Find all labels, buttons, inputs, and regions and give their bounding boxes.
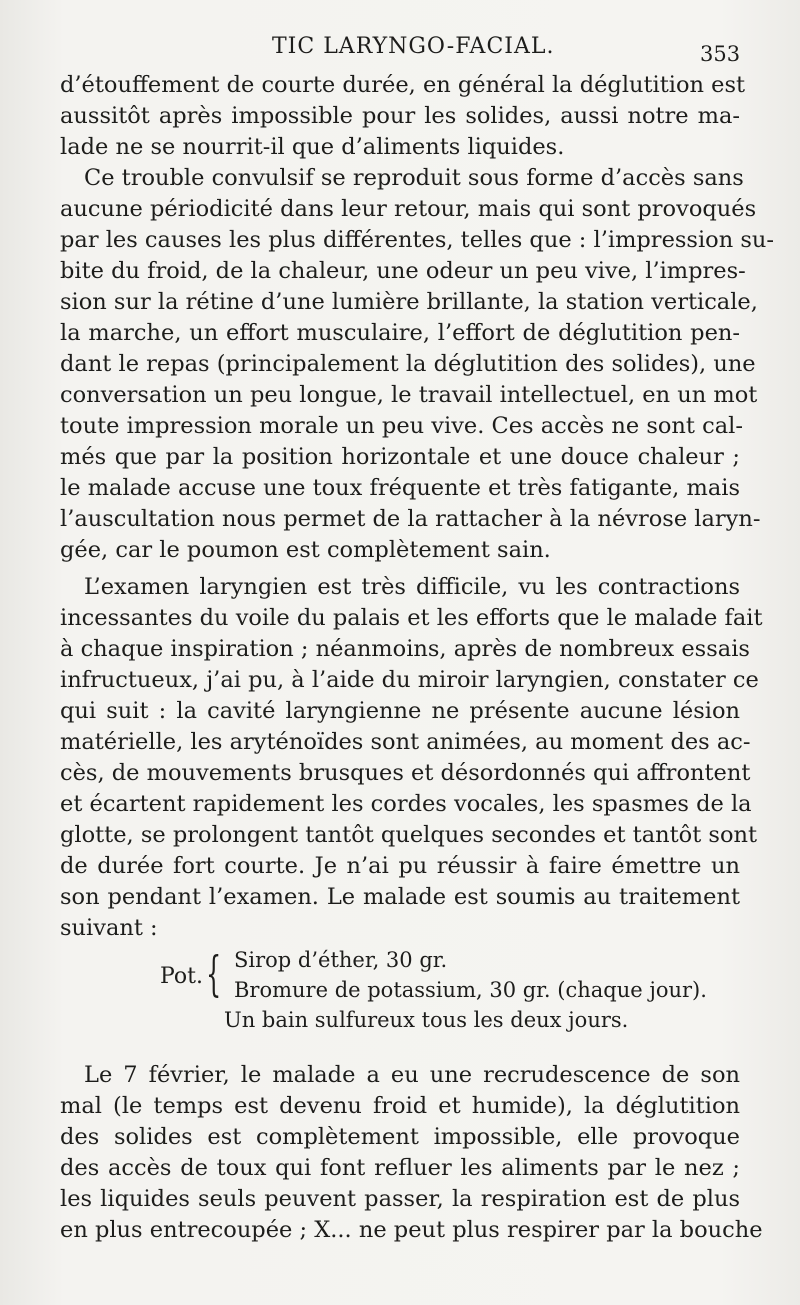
prescription-extra: Un bain sulfureux tous les deux jours. [224, 1008, 629, 1032]
text-line: la marche, un effort musculaire, l’effort de déglutition pen- [60, 320, 740, 346]
text-line: incessantes du voile du palais et les efforts que le malade fait [60, 605, 763, 631]
prescription-block [60, 946, 740, 1060]
text-line: gée, car le poumon est complètement sain. [60, 537, 551, 563]
text-line: aussitôt après impossible pour les solides, aussi notre ma- [60, 103, 740, 129]
brace-symbol: { [206, 946, 222, 1002]
text-line: des solides est complètement impossible, elle provoque [60, 1124, 740, 1150]
prescription-item [208, 978, 707, 1002]
text-line: à chaque inspiration ; néanmoins, après de nombreux essais [60, 636, 750, 662]
text-line: les liquides seuls peuvent passer, la respiration est de plus [60, 1186, 740, 1212]
text-line: matérielle, les aryténoïdes sont animées, au moment des ac- [60, 729, 751, 755]
text-line: conversation un peu longue, le travail intellectuel, en un mot [60, 382, 758, 408]
paragraph-symptoms [60, 163, 775, 566]
text-line: en plus entrecoupée ; X... ne peut plus respirer par la bouche [60, 1217, 763, 1243]
text-line: glotte, se prolongent tantôt quelques secondes et tantôt sont [60, 822, 758, 848]
text-line: son pendant l’examen. Le malade est soumis au traitement [60, 884, 740, 910]
text-line: bite du froid, de la chaleur, une odeur un peu vive, l’impres- [60, 258, 746, 284]
text-line: toute impression morale un peu vive. Ces accès ne sont cal- [60, 413, 743, 439]
text-line: aucune périodicité dans leur retour, mais qui sont provoqués [60, 196, 757, 222]
page-number: 353 [700, 42, 741, 66]
text-line: L’examen laryngien est très difficile, vu les contractions [84, 574, 740, 600]
body-text [60, 70, 775, 1246]
text-line: dant le repas (principalement la déglutition des solides), une [60, 351, 756, 377]
text-line: cès, de mouvements brusques et désordonnés qui affrontent [60, 760, 751, 786]
paragraph-february [60, 1060, 763, 1246]
text-line: lade ne se nourrit-il que d’aliments liquides. [60, 134, 565, 160]
text-line: sion sur la rétine d’une lumière brillante, la station verticale, [60, 289, 758, 315]
running-head: TIC LARYNGO-FACIAL. [272, 34, 555, 59]
paragraph-examination [60, 572, 763, 944]
prescription-item-text: Sirop d’éther, 30 gr. [234, 948, 448, 972]
text-line: des accès de toux qui font refluer les aliments par le nez ; [60, 1155, 740, 1181]
text-line: de durée fort courte. Je n’ai pu réussir à faire émettre un [60, 853, 740, 879]
text-line: mal (le temps est devenu froid et humide), la déglutition [60, 1093, 740, 1119]
text-line: qui suit : la cavité laryngienne ne présente aucune lésion [60, 698, 740, 724]
prescription-label: Pot. [160, 964, 203, 989]
text-line: Le 7 février, le malade a eu une recrudescence de son [84, 1062, 740, 1088]
text-line: et écartent rapidement les cordes vocales, les spasmes de la [60, 791, 752, 817]
text-line: més que par la position horizontale et une douce chaleur ; [60, 444, 740, 470]
text-line: le malade accuse une toux fréquente et très fatigante, mais [60, 475, 740, 501]
text-line: suivant : [60, 915, 158, 941]
prescription-item [206, 946, 448, 1002]
text-line: l’auscultation nous permet de la rattacher à la névrose laryn- [60, 506, 761, 532]
text-line: infructueux, j’ai pu, à l’aide du miroir laryngien, constater ce [60, 667, 759, 693]
prescription-item-text: Bromure de potassium, 30 gr. (chaque jour). [234, 978, 707, 1002]
text-line: d’étouffement de courte durée, en général la déglutition est [60, 72, 746, 98]
paragraph-continuation [60, 70, 746, 163]
text-line: par les causes les plus différentes, telles que : l’impression su- [60, 227, 775, 253]
text-line: Ce trouble convulsif se reproduit sous forme d’accès sans [84, 165, 744, 191]
page-header [0, 28, 800, 68]
